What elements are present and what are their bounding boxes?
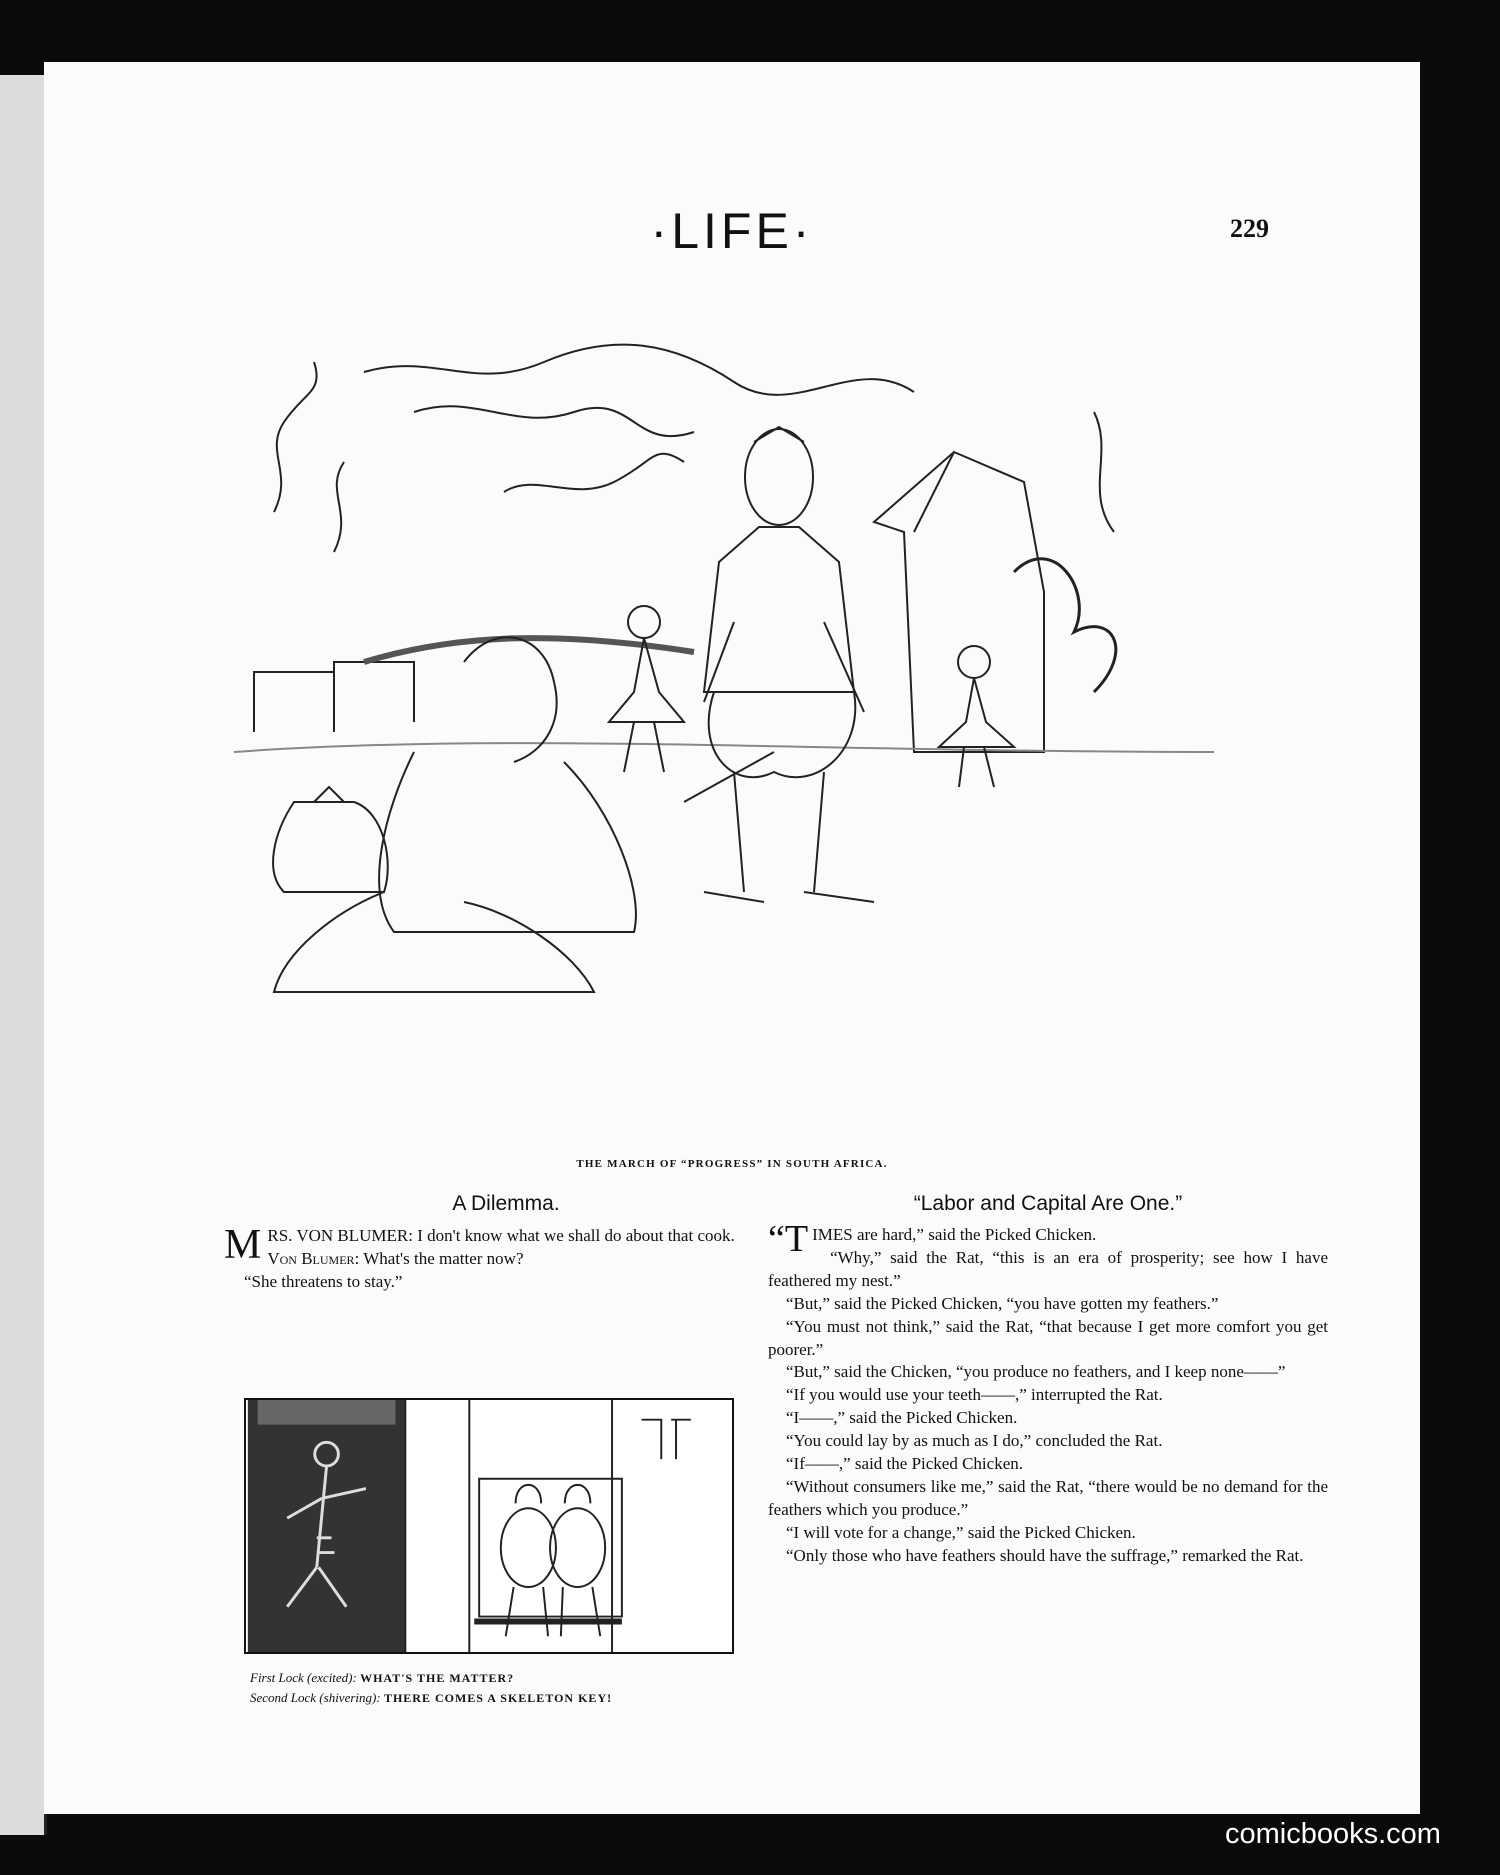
dilemma-dropcap: M	[224, 1222, 262, 1268]
page-number: 229	[1230, 214, 1269, 243]
paragraph: “You must not think,” said the Rat, “that because I get more comfort you get poorer.”	[768, 1316, 1328, 1359]
paragraph: “Why,” said the Rat, “this is an era of prosperity; see how I have feathered my nest.”	[768, 1247, 1328, 1290]
locks-cartoon	[244, 1398, 734, 1654]
locks-caption	[250, 1668, 730, 1708]
paragraph: IMES are hard,” said the Picked Chicken.	[812, 1225, 1097, 1244]
main-illustration	[214, 332, 1324, 1182]
paragraph: “But,” said the Chicken, “you produce no feathers, and I keep none——”	[786, 1362, 1286, 1382]
paragraph: “Without consumers like me,” said the Rat, “there would be no demand for the feathers which you produce.”	[768, 1476, 1328, 1519]
paragraph: “You could lay by as much as I do,” concluded the Rat.	[786, 1431, 1163, 1451]
paragraph: “But,” said the Picked Chicken, “you have gotten my feathers.”	[786, 1293, 1219, 1313]
paragraph: “Only those who have feathers should have the suffrage,” remarked the Rat.	[786, 1545, 1304, 1565]
adjacent-page-edge	[0, 75, 47, 1835]
dilemma-heading: A Dilemma.	[452, 1192, 560, 1215]
site-watermark: comicbooks.com	[1225, 1818, 1441, 1850]
locks-line-2: THERE COMES A SKELETON KEY!	[383, 1691, 613, 1705]
masthead-title: ·LIFE·	[650, 203, 814, 259]
magazine-page	[44, 62, 1420, 1814]
paragraph: “If you would use your teeth——,” interrupted the Rat.	[786, 1385, 1163, 1405]
illustration-caption: THE MARCH OF “PROGRESS” IN SOUTH AFRICA.	[576, 1158, 888, 1170]
locks-speaker-2: Second Lock (shivering):	[250, 1690, 381, 1705]
labor-capital-heading: “Labor and Capital Are One.”	[913, 1192, 1183, 1215]
dilemma-line-1: RS. VON BLUMER: I don't know what we shall do about that cook.	[267, 1226, 735, 1245]
dilemma-line-2: : What's the matter now?	[354, 1249, 524, 1268]
labor-capital-dropcap: “T	[768, 1218, 809, 1260]
dilemma-text	[224, 1224, 788, 1293]
labor-capital-text	[768, 1218, 1328, 1568]
paragraph: “If——,” said the Picked Chicken.	[786, 1454, 1023, 1474]
dilemma-line-3: “She threatens to stay.”	[244, 1272, 403, 1291]
paragraph: “I will vote for a change,” said the Picked Chicken.	[786, 1522, 1136, 1542]
labor-capital-column	[768, 1192, 1328, 1568]
dilemma-column	[224, 1192, 788, 1705]
paragraph: “I——,” said the Picked Chicken.	[786, 1408, 1018, 1428]
locks-line-1: WHAT'S THE MATTER?	[360, 1671, 515, 1685]
locks-speaker-1: First Lock (excited):	[250, 1670, 357, 1685]
dilemma-speaker: Von Blumer	[267, 1249, 355, 1268]
